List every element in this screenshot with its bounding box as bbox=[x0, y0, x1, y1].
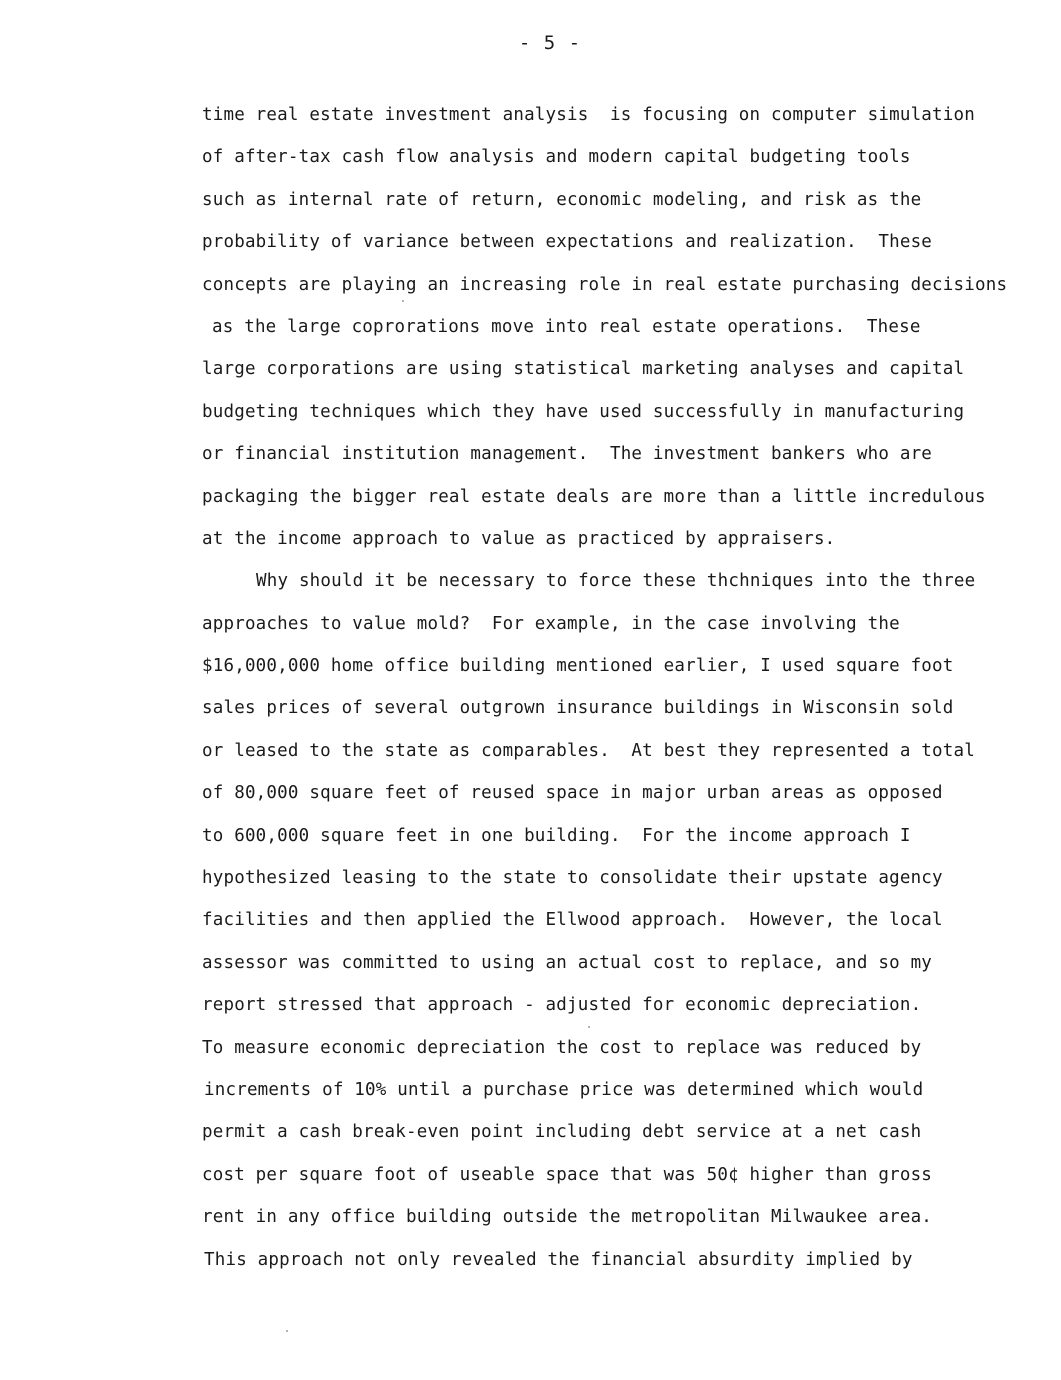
body-text bbox=[202, 94, 1052, 1281]
text-line: report stressed that approach - adjusted for economic depreciation. bbox=[202, 995, 922, 1016]
text-line: budgeting techniques which they have used successfully in manufacturing bbox=[202, 401, 965, 422]
text-line: of after-tax cash flow analysis and modern capital budgeting tools bbox=[202, 147, 911, 168]
text-line: or leased to the state as comparables. At best they represented a total bbox=[202, 740, 975, 761]
scan-speck bbox=[286, 1330, 288, 1332]
text-line: sales prices of several outgrown insurance buildings in Wisconsin sold bbox=[202, 698, 954, 719]
text-line: facilities and then applied the Ellwood approach. However, the local bbox=[202, 910, 943, 931]
page-number: - 5 - bbox=[518, 32, 582, 54]
paragraph-first-line: Why should it be necessary to force these thchniques into the three bbox=[256, 571, 976, 592]
text-line: concepts are playing an increasing role in real estate purchasing decisions bbox=[202, 274, 1008, 295]
text-line: such as internal rate of return, economic modeling, and risk as the bbox=[202, 189, 922, 210]
text-line: approaches to value mold? For example, in the case involving the bbox=[202, 613, 900, 634]
text-line: to 600,000 square feet in one building. For the income approach I bbox=[202, 825, 911, 846]
scan-speck bbox=[402, 300, 404, 302]
text-line: rent in any office building outside the metropolitan Milwaukee area. bbox=[202, 1207, 933, 1228]
text-line: or financial institution management. The investment bankers who are bbox=[202, 444, 933, 465]
text-line: probability of variance between expectations and realization. These bbox=[202, 232, 933, 253]
text-line: of 80,000 square feet of reused space in major urban areas as opposed bbox=[202, 783, 943, 804]
text-line: permit a cash break-even point including debt service at a net cash bbox=[202, 1122, 922, 1143]
text-line: hypothesized leasing to the state to consolidate their upstate agency bbox=[202, 868, 943, 889]
text-line: time real estate investment analysis is focusing on computer simulation bbox=[202, 105, 975, 125]
text-line: packaging the bigger real estate deals are more than a little incredulous bbox=[202, 486, 986, 507]
text-line: assessor was committed to using an actual cost to replace, and so my bbox=[202, 952, 933, 973]
text-line: $16,000,000 home office building mentioned earlier, I used square foot bbox=[202, 656, 954, 677]
text-line: increments of 10% until a purchase price was determined which would bbox=[204, 1079, 924, 1100]
scan-speck bbox=[588, 1026, 590, 1028]
text-line: as the large coprorations move into real estate operations. These bbox=[212, 316, 921, 337]
text-line: This approach not only revealed the financial absurdity implied by bbox=[204, 1249, 913, 1270]
text-line: cost per square foot of useable space that was 50¢ higher than gross bbox=[202, 1164, 933, 1185]
text-line: at the income approach to value as practiced by appraisers. bbox=[202, 528, 836, 549]
text-line: To measure economic depreciation the cost to replace was reduced by bbox=[202, 1037, 922, 1058]
text-line: large corporations are using statistical marketing analyses and capital bbox=[202, 359, 965, 380]
